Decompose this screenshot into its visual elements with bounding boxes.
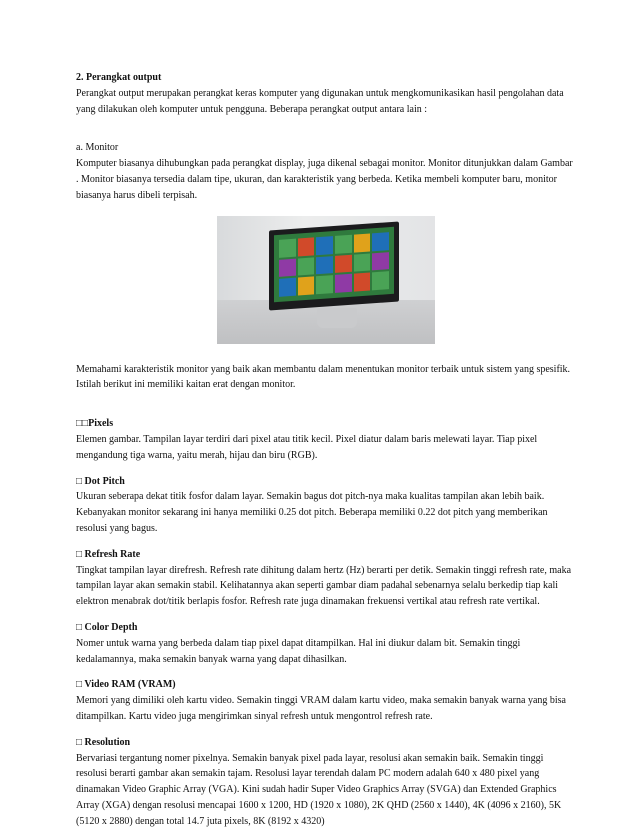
term-bullet: □ <box>76 548 83 560</box>
term-title: Video RAM (VRAM) <box>82 679 176 691</box>
term-bullet: □ <box>76 621 83 633</box>
term-bullet: □ <box>76 475 83 487</box>
term-text: Tingkat tampilan layar direfresh. Refresh rate dihitung dalam hertz (Hz) berarti per detik. Semakin tinggi refresh rate, maka tampilan layar akan semakin stabil. Kelihatannya akan seperti gambar diam padahal sebenarnya selalu berkedip tiap kali elektron menabrak dot/titik berlapis fosfor. Refresh rate juga dinamakan frekuensi vertikal atau refresh rate vertikal. <box>76 564 572 608</box>
monitor-heading: a. Monitor <box>76 142 119 154</box>
term-text: Ukuran seberapa dekat titik fosfor dalam layar. Semakin bagus dot pitch-nya maka kualitas tampilan akan lebih baik. Kebanyakan monitor sekarang ini hanya memiliki 0.25 dot pitch. Beberapa memiliki 0.22 dot pitch yang memberikan resolusi yang bagus. <box>76 491 548 534</box>
monitor-stand <box>317 308 357 328</box>
term-title: Refresh Rate <box>82 548 141 560</box>
monitor-photo <box>217 216 435 344</box>
term-dot-pitch <box>76 474 576 537</box>
term-title: Color Depth <box>82 621 138 633</box>
monitor-photo-wrapper <box>76 216 576 344</box>
term-title: Dot Pitch <box>82 475 125 487</box>
section-intro: Perangkat output merupakan perangkat keras komputer yang digunakan untuk mengkomunikasikan hasil pengolahan data yang dilakukan oleh komputer untuk pengguna. Beberapa perangkat output antara lain : <box>76 87 564 115</box>
term-title: Pixels <box>88 418 114 430</box>
term-bullet: □□ <box>76 418 89 430</box>
monitor-paragraph: Komputer biasanya dihubungkan pada perangkat display, juga dikenal sebagai monitor. Monitor ditunjukkan dalam Gambar . Monitor biasanya tersedia dalam tipe, ukuran, dan karakteristik yang berbeda. Ketika membeli komputer baru, monitor biasanya harus dibeli terpisah. <box>76 158 573 201</box>
term-text: Memori yang dimiliki oleh kartu video. Semakin tinggi VRAM dalam kartu video, maka semakin banyak warna yang bisa ditampilkan. Kartu video juga mengirimkan sinyal refresh untuk mengontrol refresh rate. <box>76 695 566 722</box>
term-color-depth <box>76 620 576 667</box>
term-pixels <box>76 416 576 463</box>
term-text: Nomer untuk warna yang berbeda dalam tiap pixel dapat ditampilkan. Hal ini diukur dalam bit. Semakin tinggi kedalamannya, maka semakin banyak warna yang dapat dihasilkan. <box>76 637 521 665</box>
term-text: Bervariasi tergantung nomer pixelnya. Semakin banyak pixel pada layar, resolusi akan semakin baik. Semakin tinggi resolusi berarti gambar akan semakin tajam. Resolusi layar terendah dalam PC modern adalah 640 x 480 pixel yang dinamakan Video Graphic Array (VGA). Kini sudah hadir Super Video Graphics Array (SVGA) dan Extended Graphics Array (XGA) dengan resolusi mencapai 1600 x 1200, HD (1920 x 1080), 2K QHD (2560 x 1440), 4K (4096 x 2160), 5K (5120 x 2880) dengan total 14.7 juta pixels, 8K (8192 x 4320) <box>76 752 562 827</box>
term-title: Resolution <box>82 736 131 748</box>
term-bullet: □ <box>76 736 83 748</box>
monitor-after-image: Memahami karakteristik monitor yang baik akan membantu dalam menentukan monitor terbaik untuk sistem yang spesifik. Istilah berikut ini memiliki kaitan erat dengan monitor. <box>76 363 571 391</box>
windows-start-screen <box>274 226 394 301</box>
document-page <box>76 70 576 830</box>
monitor-device <box>269 221 399 310</box>
term-refresh-rate <box>76 547 576 610</box>
section-heading: 2. Perangkat output <box>76 72 162 83</box>
term-text: Elemen gambar. Tampilan layar terdiri dari pixel atau titik kecil. Pixel diatur dalam baris melewati layar. Tiap pixel mengandung tiga warna, yaitu merah, hijau dan biru (RGB). <box>76 433 538 461</box>
term-bullet: □ <box>76 679 83 691</box>
term-resolution <box>76 735 576 830</box>
term-vram <box>76 677 576 724</box>
